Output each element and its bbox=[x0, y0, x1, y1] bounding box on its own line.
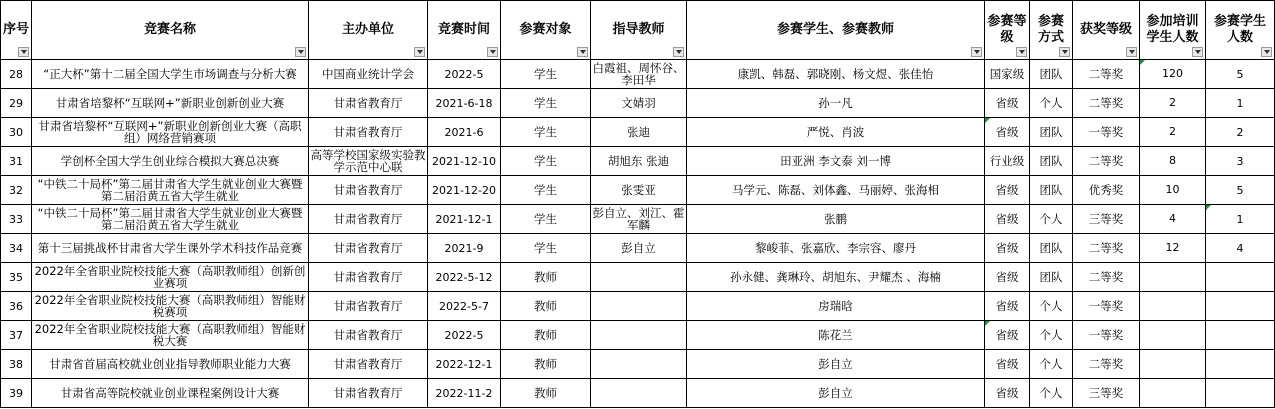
table-cell[interactable]: 教师 bbox=[501, 263, 591, 292]
table-cell[interactable]: 甘肃省教育厅 bbox=[309, 263, 428, 292]
table-cell[interactable]: 省级 bbox=[985, 321, 1030, 350]
table-cell[interactable]: 2022-5 bbox=[428, 321, 501, 350]
table-cell[interactable] bbox=[1140, 379, 1206, 408]
table-cell[interactable]: 2 bbox=[1140, 118, 1206, 147]
table-row bbox=[1, 350, 1275, 379]
table-cell[interactable]: 30 bbox=[1, 118, 32, 147]
table-cell[interactable]: 个人 bbox=[1030, 379, 1073, 408]
table-cell[interactable]: 省级 bbox=[985, 350, 1030, 379]
table-cell[interactable]: 团队 bbox=[1030, 176, 1073, 205]
table-row bbox=[1, 263, 1275, 292]
header-cell[interactable]: 序号 bbox=[1, 1, 32, 60]
table-cell[interactable]: 甘肃省培黎杯“互联网+”新职业创新创业大赛 bbox=[32, 89, 309, 118]
table-cell[interactable] bbox=[1206, 379, 1275, 408]
table-cell[interactable]: 田亚洲 李文泰 刘一博 bbox=[687, 147, 985, 176]
table-cell[interactable]: 甘肃省教育厅 bbox=[309, 89, 428, 118]
table-cell[interactable]: 5 bbox=[1206, 60, 1275, 89]
dropdown-filter-icon[interactable] bbox=[1261, 47, 1272, 57]
table-cell[interactable] bbox=[1206, 263, 1275, 292]
header-cell[interactable]: 竞赛时间 bbox=[428, 1, 501, 60]
table-cell[interactable]: “中铁二十局杯”第二届甘肃省大学生就业创业大赛暨第二届沿黄五省大学生就业 bbox=[32, 205, 309, 234]
table-cell[interactable]: 二等奖 bbox=[1073, 60, 1140, 89]
table-cell[interactable] bbox=[591, 379, 687, 408]
table-cell[interactable]: 团队 bbox=[1030, 147, 1073, 176]
table-cell[interactable]: 个人 bbox=[1030, 321, 1073, 350]
table-cell[interactable]: 32 bbox=[1, 176, 32, 205]
header-cell[interactable]: 参赛等级 bbox=[985, 1, 1030, 60]
dropdown-filter-icon[interactable] bbox=[1126, 47, 1137, 57]
table-cell[interactable]: 教师 bbox=[501, 292, 591, 321]
table-cell[interactable]: 2022-11-2 bbox=[428, 379, 501, 408]
table-cell[interactable]: 学生 bbox=[501, 234, 591, 263]
table-cell[interactable] bbox=[591, 263, 687, 292]
table-cell[interactable]: 2021-12-1 bbox=[428, 205, 501, 234]
table-cell[interactable]: 彭自立 bbox=[687, 379, 985, 408]
table-cell[interactable]: 12 bbox=[1140, 234, 1206, 263]
table-cell[interactable]: 胡旭东 张迪 bbox=[591, 147, 687, 176]
table-cell[interactable]: 团队 bbox=[1030, 118, 1073, 147]
table-cell[interactable]: 个人 bbox=[1030, 292, 1073, 321]
table-row bbox=[1, 89, 1275, 118]
header-cell[interactable]: 参赛方式 bbox=[1030, 1, 1073, 60]
table-cell[interactable]: 教师 bbox=[501, 350, 591, 379]
table-row bbox=[1, 176, 1275, 205]
table-row bbox=[1, 60, 1275, 89]
table-cell[interactable]: 37 bbox=[1, 321, 32, 350]
table-row bbox=[1, 321, 1275, 350]
table-cell[interactable]: 31 bbox=[1, 147, 32, 176]
table-cell[interactable]: 2021-12-20 bbox=[428, 176, 501, 205]
table-cell[interactable]: 省级 bbox=[985, 379, 1030, 408]
table-cell[interactable] bbox=[591, 350, 687, 379]
table-cell[interactable]: 2022-5 bbox=[428, 60, 501, 89]
table-cell[interactable]: 甘肃省教育厅 bbox=[309, 176, 428, 205]
table-cell[interactable]: 三等奖 bbox=[1073, 379, 1140, 408]
table-cell[interactable]: 行业级 bbox=[985, 147, 1030, 176]
table-cell[interactable]: 一等奖 bbox=[1073, 292, 1140, 321]
table-cell[interactable]: 孙一凡 bbox=[687, 89, 985, 118]
header-cell[interactable]: 参加培训学生人数 bbox=[1140, 1, 1206, 60]
table-cell[interactable]: 优秀奖 bbox=[1073, 176, 1140, 205]
table-cell[interactable]: 一等奖 bbox=[1073, 118, 1140, 147]
table-cell[interactable]: 文婧羽 bbox=[591, 89, 687, 118]
table-cell[interactable]: 二等奖 bbox=[1073, 147, 1140, 176]
table-cell[interactable]: 马学元、陈磊、刘体鑫、马丽婷、张海相 bbox=[687, 176, 985, 205]
dropdown-filter-icon[interactable] bbox=[18, 47, 29, 57]
table-cell[interactable]: 学生 bbox=[501, 89, 591, 118]
table-cell[interactable]: 2022年全省职业院校技能大赛（高职教师组）智能财税赛项 bbox=[32, 292, 309, 321]
table-cell[interactable] bbox=[1206, 350, 1275, 379]
table-cell[interactable]: 3 bbox=[1206, 147, 1275, 176]
table-cell[interactable]: 严悦、肖波 bbox=[687, 118, 985, 147]
header-cell[interactable]: 参赛学生人数 bbox=[1206, 1, 1275, 60]
table-cell[interactable]: 康凯、韩磊、郭晓刚、杨文煜、张佳怡 bbox=[687, 60, 985, 89]
table-cell[interactable]: 10 bbox=[1140, 176, 1206, 205]
table-cell[interactable]: 2022年全省职业院校技能大赛（高职教师组）智能财税大赛 bbox=[32, 321, 309, 350]
table-cell[interactable]: 35 bbox=[1, 263, 32, 292]
table-cell[interactable]: 省级 bbox=[985, 263, 1030, 292]
table-cell[interactable]: 2022-5-12 bbox=[428, 263, 501, 292]
table-cell[interactable]: 学生 bbox=[501, 176, 591, 205]
table-cell[interactable]: 彭自立 bbox=[591, 234, 687, 263]
table-cell[interactable]: 一等奖 bbox=[1073, 321, 1140, 350]
table-cell[interactable]: 陈花兰 bbox=[687, 321, 985, 350]
table-cell[interactable]: 1 bbox=[1206, 89, 1275, 118]
table-cell[interactable]: 2021-6-18 bbox=[428, 89, 501, 118]
table-cell[interactable]: 2021-9 bbox=[428, 234, 501, 263]
table-cell[interactable] bbox=[1206, 321, 1275, 350]
table-cell[interactable]: 2022-5-7 bbox=[428, 292, 501, 321]
table-cell[interactable]: 黎峻菲、张嘉欣、李宗容、廖丹 bbox=[687, 234, 985, 263]
dropdown-filter-icon[interactable] bbox=[971, 47, 982, 57]
table-cell[interactable]: 教师 bbox=[501, 321, 591, 350]
table-cell[interactable]: 三等奖 bbox=[1073, 205, 1140, 234]
table-row bbox=[1, 292, 1275, 321]
table-cell[interactable] bbox=[1140, 263, 1206, 292]
table-cell[interactable]: 甘肃省培黎杯“互联网+”新职业创新创业大赛（高职组）网络营销赛项 bbox=[32, 118, 309, 147]
dropdown-filter-icon[interactable] bbox=[1059, 47, 1070, 57]
table-cell[interactable]: 甘肃省教育厅 bbox=[309, 321, 428, 350]
table-cell[interactable]: 彭自立 bbox=[687, 350, 985, 379]
table-cell[interactable] bbox=[1140, 350, 1206, 379]
table-cell[interactable]: 2 bbox=[1140, 89, 1206, 118]
table-cell[interactable]: 39 bbox=[1, 379, 32, 408]
table-cell[interactable]: 二等奖 bbox=[1073, 89, 1140, 118]
table-cell[interactable]: 二等奖 bbox=[1073, 350, 1140, 379]
table-cell[interactable]: 甘肃省教育厅 bbox=[309, 379, 428, 408]
table-row bbox=[1, 205, 1275, 234]
table-cell[interactable]: 4 bbox=[1140, 205, 1206, 234]
table-cell[interactable]: 甘肃省教育厅 bbox=[309, 234, 428, 263]
table-cell[interactable]: 教师 bbox=[501, 379, 591, 408]
table-cell[interactable]: 省级 bbox=[985, 234, 1030, 263]
dropdown-filter-icon[interactable] bbox=[1192, 47, 1203, 57]
table-cell[interactable]: 甘肃省高等院校就业创业课程案例设计大赛 bbox=[32, 379, 309, 408]
table-cell[interactable]: 白霞祖、周怀谷、李田华 bbox=[592, 61, 685, 87]
table-cell[interactable]: 张雯亚 bbox=[591, 176, 687, 205]
header-cell[interactable]: 指导教师 bbox=[591, 1, 687, 60]
table-cell[interactable]: 个人 bbox=[1030, 89, 1073, 118]
dropdown-filter-icon[interactable] bbox=[1016, 47, 1027, 57]
table-cell[interactable]: 甘肃省教育厅 bbox=[309, 350, 428, 379]
table-cell[interactable]: 34 bbox=[1, 234, 32, 263]
table-cell[interactable]: 学生 bbox=[501, 118, 591, 147]
table-cell[interactable]: 学生 bbox=[501, 60, 591, 89]
table-cell[interactable]: 2022年全省职业院校技能大赛（高职教师组）创新创业赛项 bbox=[32, 263, 309, 292]
table-cell[interactable]: 省级 bbox=[985, 176, 1030, 205]
dropdown-filter-icon[interactable] bbox=[577, 47, 588, 57]
table-row bbox=[1, 147, 1275, 176]
table-cell[interactable]: 二等奖 bbox=[1073, 263, 1140, 292]
table-cell[interactable]: 甘肃省教育厅 bbox=[309, 292, 428, 321]
table-cell[interactable] bbox=[1140, 292, 1206, 321]
table-cell[interactable]: 彭自立、刘江、霍军麟 bbox=[592, 206, 685, 232]
table-cell[interactable]: 国家级 bbox=[985, 60, 1030, 89]
table-cell[interactable]: 个人 bbox=[1030, 205, 1073, 234]
table-cell[interactable]: 4 bbox=[1206, 234, 1275, 263]
table-cell[interactable]: 120 bbox=[1140, 60, 1206, 89]
table-row bbox=[1, 234, 1275, 263]
table-cell[interactable]: 甘肃省教育厅 bbox=[309, 205, 428, 234]
header-cell[interactable]: 获奖等级 bbox=[1073, 1, 1140, 60]
table-cell[interactable]: “中铁二十局杯”第二届甘肃省大学生就业创业大赛暨第二届沿黄五省大学生就业 bbox=[32, 176, 309, 205]
table-cell[interactable] bbox=[1206, 292, 1275, 321]
table-cell[interactable]: 房瑞晗 bbox=[687, 292, 985, 321]
dropdown-filter-icon[interactable] bbox=[295, 47, 306, 57]
table-cell[interactable]: 1 bbox=[1206, 205, 1275, 234]
table-cell[interactable]: 团队 bbox=[1030, 263, 1073, 292]
table-cell[interactable]: 学创杯全国大学生创业综合模拟大赛总决赛 bbox=[32, 147, 309, 176]
table-cell[interactable]: 团队 bbox=[1030, 234, 1073, 263]
table-cell[interactable]: 36 bbox=[1, 292, 32, 321]
table-cell[interactable]: 5 bbox=[1206, 176, 1275, 205]
table-cell[interactable]: 2021-6 bbox=[428, 118, 501, 147]
table-cell[interactable]: 29 bbox=[1, 89, 32, 118]
table-cell[interactable] bbox=[591, 292, 687, 321]
table-row bbox=[1, 118, 1275, 147]
table-cell[interactable]: 团队 bbox=[1030, 60, 1073, 89]
table-cell[interactable]: 省级 bbox=[985, 292, 1030, 321]
table-cell[interactable]: 学生 bbox=[501, 147, 591, 176]
table-cell[interactable]: 33 bbox=[1, 205, 32, 234]
table-cell[interactable]: 2 bbox=[1206, 118, 1275, 147]
table-cell[interactable] bbox=[591, 321, 687, 350]
table-cell[interactable]: 省级 bbox=[985, 205, 1030, 234]
table-cell[interactable]: 个人 bbox=[1030, 350, 1073, 379]
table-cell[interactable]: 学生 bbox=[501, 205, 591, 234]
dropdown-filter-icon[interactable] bbox=[414, 47, 425, 57]
table-cell[interactable]: 张鹏 bbox=[687, 205, 985, 234]
table-cell[interactable]: 8 bbox=[1140, 147, 1206, 176]
table-cell[interactable]: 省级 bbox=[985, 89, 1030, 118]
table-cell[interactable] bbox=[1140, 321, 1206, 350]
table-cell[interactable]: 省级 bbox=[985, 118, 1030, 147]
table-cell[interactable]: “正大杯”第十二届全国大学生市场调查与分析大赛 bbox=[32, 60, 309, 89]
table-cell[interactable]: 中国商业统计学会 bbox=[309, 60, 428, 89]
header-cell[interactable]: 参赛学生、参赛教师 bbox=[687, 1, 985, 60]
header-cell[interactable]: 竞赛名称 bbox=[32, 1, 309, 60]
table-cell[interactable]: 38 bbox=[1, 350, 32, 379]
table-cell[interactable]: 第十三届挑战杯甘肃省大学生课外学术科技作品竞赛 bbox=[32, 234, 309, 263]
table-cell[interactable]: 孙永健、龚琳玲、胡旭东、尹耀杰 、海楠 bbox=[687, 263, 985, 292]
table-cell[interactable]: 2021-12-10 bbox=[428, 147, 501, 176]
header-cell[interactable]: 参赛对象 bbox=[501, 1, 591, 60]
table-cell[interactable]: 甘肃省教育厅 bbox=[309, 118, 428, 147]
dropdown-filter-icon[interactable] bbox=[673, 47, 684, 57]
table-cell[interactable]: 二等奖 bbox=[1073, 234, 1140, 263]
header-row bbox=[1, 1, 1275, 60]
header-cell[interactable]: 主办单位 bbox=[309, 1, 428, 60]
table-row bbox=[1, 379, 1275, 408]
table-cell[interactable]: 甘肃省首届高校就业创业指导教师职业能力大赛 bbox=[32, 350, 309, 379]
table-cell[interactable]: 2022-12-1 bbox=[428, 350, 501, 379]
table-cell[interactable]: 张迪 bbox=[591, 118, 687, 147]
table-cell[interactable]: 高等学校国家级实验教学示范中心联 bbox=[310, 148, 426, 174]
dropdown-filter-icon[interactable] bbox=[487, 47, 498, 57]
table-cell[interactable]: 28 bbox=[1, 60, 32, 89]
